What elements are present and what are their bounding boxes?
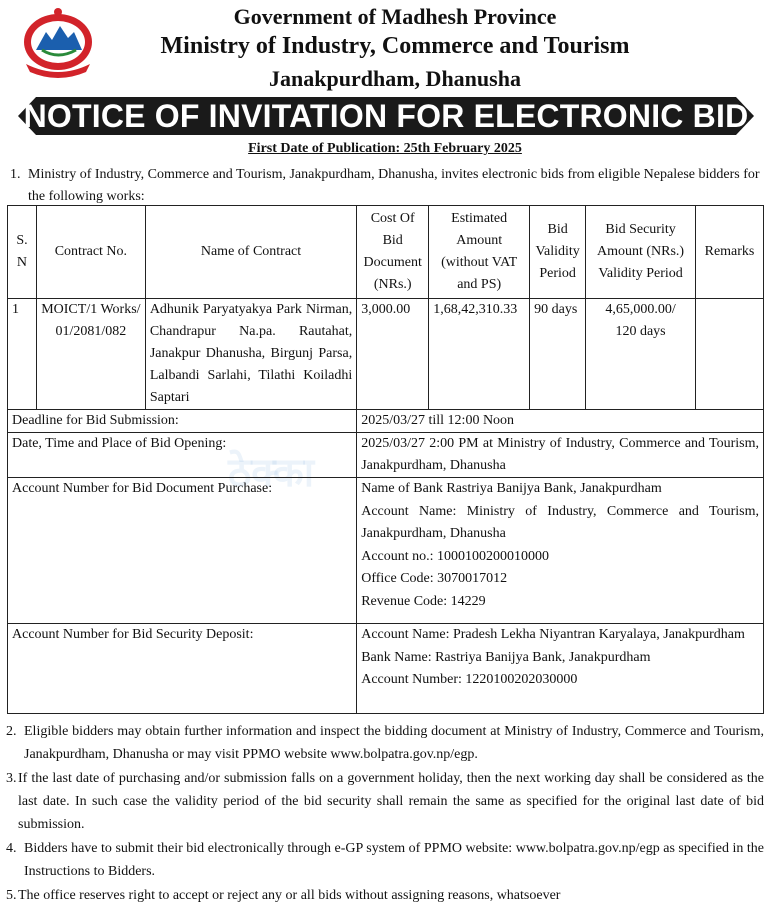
- watermark: ठेक्का: [228, 450, 315, 496]
- list-item: [6, 837, 764, 883]
- note-number: 5.: [6, 888, 17, 903]
- purchase-office-code: Office Code: 3070017012: [361, 571, 508, 586]
- note-text: Bidders have to submit their bid electronically through e-GP system of PPMO website: www.bolpatra.gov.np/egp as specified in the Instructions to Bidders.: [24, 841, 764, 879]
- header-security: Bid Security Amount (NRs.) Validity Period: [586, 206, 696, 299]
- purchase-account-name: Account Name: Ministry of Industry, Commerce and Tourism, Janakpurdham, Dhanusha: [361, 503, 759, 541]
- header-estimate: Estimated Amount (without VAT and PS): [429, 206, 530, 299]
- security-account-row: [8, 624, 764, 714]
- row-security: [586, 299, 696, 410]
- purchase-revenue-code: Revenue Code: 14229: [361, 593, 486, 609]
- header-name: Name of Contract: [145, 206, 356, 299]
- row-security-period: 120 days: [615, 324, 666, 339]
- security-account-name: Account Name: Pradesh Lekha Niyantran Karyalaya, Janakpurdham: [361, 627, 745, 642]
- deadline-row: [8, 410, 764, 433]
- note-text: If the last date of purchasing and/or submission falls on a government holiday, then the next working day shall be considered as the last date. In such case the validity period of the bid security shall remain the same as specified for the original last date of bid submission.: [18, 771, 764, 832]
- header-sn: S. N: [8, 206, 37, 299]
- note-number: 3.: [6, 771, 17, 786]
- note-text: Eligible bidders may obtain further information and inspect the bidding document at Ministry of Industry, Commerce and Tourism, Janakpurdham, Dhanusha or may visit PPMO website www.bolpatra.gov.np/egp.: [24, 724, 764, 762]
- header-validity: Bid Validity Period: [530, 206, 586, 299]
- row-name: Adhunik Paryatyakya Park Nirman, Chandrapur Na.pa. Rautahat, Janakpur Dhanusha, Birgunj Parsa, Lalbandi Sarlahi, Tilathi Koiladhi Saptari: [145, 299, 356, 410]
- purchase-account-label: Account Number for Bid Document Purchase:: [8, 478, 357, 624]
- row-validity: 90 days: [530, 299, 586, 410]
- bid-table: [7, 205, 764, 714]
- government-emblem: [16, 6, 100, 82]
- intro-paragraph: [10, 164, 765, 208]
- list-item: [6, 884, 764, 907]
- purchase-account-no: Account no.: 1000100200010000: [361, 548, 550, 564]
- notice-title: NOTICE OF INVITATION FOR ELECTRONIC BID: [23, 98, 749, 134]
- header-cost: Cost Of Bid Document (NRs.): [357, 206, 429, 299]
- security-account-number: Account Number: 1220100202030000: [361, 672, 578, 687]
- opening-row: [8, 433, 764, 478]
- note-text: The office reserves right to accept or reject any or all bids without assigning reasons, whatsoever: [18, 888, 561, 903]
- purchase-account-details: [357, 478, 764, 624]
- note-number: 4.: [6, 841, 17, 856]
- deadline-value: 2025/03/27 till 12:00 Noon: [357, 410, 764, 433]
- notes-list: [6, 720, 764, 908]
- table-header-row: [8, 206, 764, 299]
- row-estimate: 1,68,42,310.33: [429, 299, 530, 410]
- intro-number: 1.: [10, 167, 21, 182]
- row-sn: 1: [8, 299, 37, 410]
- publication-date: First Date of Publication: 25th February 2025: [248, 141, 522, 156]
- security-account-label: Account Number for Bid Security Deposit:: [8, 624, 357, 714]
- row-contract-no: MOICT/1 Works/ 01/2081/082: [36, 299, 145, 410]
- list-item: [6, 720, 764, 766]
- header-ministry: Ministry of Industry, Commerce and Tourism: [160, 33, 630, 59]
- row-cost: 3,000.00: [357, 299, 429, 410]
- opening-value: 2025/03/27 2:00 PM at Ministry of Industry, Commerce and Tourism, Janakpurdham, Dhanusha: [357, 433, 764, 478]
- deadline-label: Deadline for Bid Submission:: [8, 410, 357, 433]
- security-bank: Bank Name: Rastriya Banijya Bank, Janakpurdham: [361, 649, 651, 665]
- purchase-bank: Name of Bank Rastriya Banijya Bank, Janakpurdham: [361, 481, 662, 496]
- header-remarks: Remarks: [695, 206, 763, 299]
- opening-label: Date, Time and Place of Bid Opening:: [8, 433, 357, 478]
- table-row: [8, 299, 764, 410]
- header-government: Government of Madhesh Province: [233, 4, 557, 29]
- intro-text: Ministry of Industry, Commerce and Tourism, Janakpurdham, Dhanusha, invites electronic bids from eligible Nepalese bidders for the following works:: [28, 167, 760, 204]
- header-contract-no: Contract No.: [36, 206, 145, 299]
- security-account-details: [357, 624, 764, 714]
- row-remarks: [695, 299, 763, 410]
- note-number: 2.: [6, 724, 17, 739]
- purchase-account-row: [8, 478, 764, 624]
- list-item: [6, 767, 764, 836]
- row-security-amount: 4,65,000.00/: [605, 302, 676, 317]
- header-location: Janakpurdham, Dhanusha: [269, 66, 521, 91]
